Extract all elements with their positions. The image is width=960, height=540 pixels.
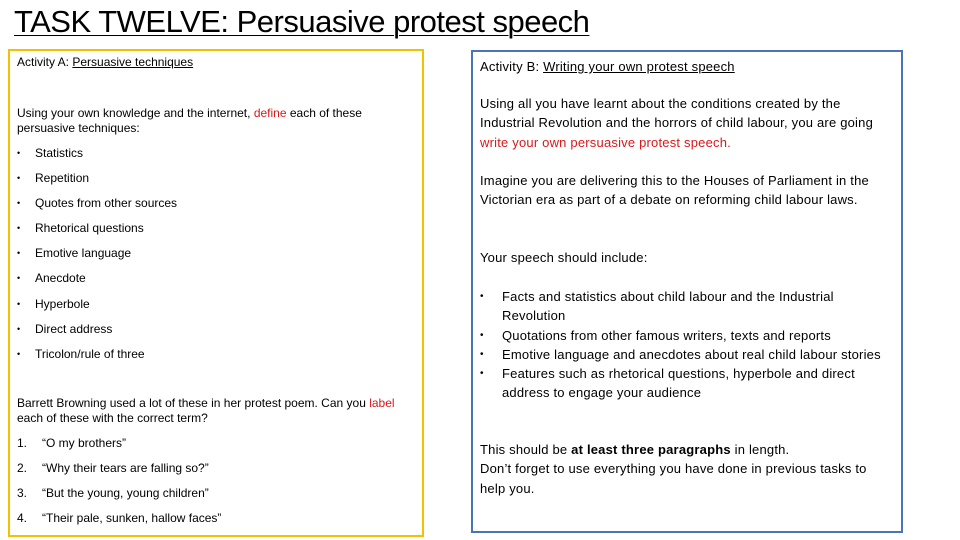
list-item	[17, 486, 221, 511]
bullet-icon: •	[480, 368, 484, 380]
list-item	[17, 347, 177, 372]
activity-a-heading	[17, 55, 193, 69]
intro-keyword-define: define	[253, 106, 287, 120]
quote-text: “Why their tears are falling so?”	[42, 461, 209, 475]
intro-text-start: Using your own knowledge and the internet,	[17, 106, 254, 120]
list-item	[17, 271, 177, 296]
quote-text: “Their pale, sunken, hallow faces”	[42, 511, 222, 525]
list-item	[17, 461, 221, 486]
bullet-icon: •	[17, 323, 21, 334]
quote-text: “O my brothers”	[42, 436, 127, 450]
list-item	[17, 221, 177, 246]
question-keyword-label: label	[369, 396, 395, 410]
length-text-start: This should be	[480, 442, 572, 457]
technique-label: Repetition	[35, 171, 90, 186]
list-item	[17, 436, 221, 461]
bullet-icon: •	[17, 223, 21, 234]
activity-b-heading-prefix: Activity B:	[480, 59, 544, 74]
activity-a-panel	[8, 49, 424, 537]
labelling-question	[17, 396, 412, 425]
paragraph-text: Using all you have learnt about the conditions created by the Industrial Revolution and the horrors of child labour, you are going	[480, 96, 873, 131]
intro-text-end: each of these persuasive techniques:	[17, 106, 362, 135]
activity-a-instructions	[17, 106, 412, 135]
page-title: TASK TWELVE: Persuasive protest speech	[14, 4, 590, 39]
activity-a-heading-prefix: Activity A:	[17, 55, 73, 69]
reminder-text: Don’t forget to use everything you have done in previous tasks to help you.	[480, 461, 867, 496]
length-paragraph	[480, 440, 894, 498]
context-paragraph: Imagine you are delivering this to the Houses of Parliament in the Victorian era as part of a debate on reforming child labour laws.	[480, 173, 869, 208]
quote-number: 4.	[17, 511, 28, 525]
technique-label: Anecdote	[35, 271, 86, 286]
technique-label: Hyperbole	[35, 296, 90, 311]
question-text-start: Barrett Browning used a lot of these in her protest poem. Can you	[17, 396, 370, 410]
list-item	[17, 246, 177, 271]
techniques-list	[17, 146, 177, 372]
include-item-text: Features such as rhetorical questions, hyperbole and direct address to engage your audience	[502, 366, 855, 401]
quotes-list	[17, 436, 221, 536]
activity-b-heading-title: Writing your own protest speech	[543, 59, 735, 74]
task-keyword: write your own persuasive protest speech.	[480, 134, 731, 150]
list-item	[480, 326, 894, 345]
list-item	[17, 511, 221, 536]
technique-label: Statistics	[35, 146, 84, 160]
list-item	[17, 322, 177, 347]
quote-number: 1.	[17, 436, 28, 450]
list-item	[17, 297, 177, 322]
activity-b-heading	[480, 57, 735, 76]
question-text-end: each of these with the correct term?	[17, 410, 208, 425]
bullet-icon: •	[17, 298, 21, 309]
task-paragraph	[480, 94, 894, 152]
bullet-icon: •	[17, 348, 21, 359]
bullet-icon: •	[17, 248, 21, 259]
list-item	[17, 171, 177, 196]
activity-a-heading-title: Persuasive techniques	[72, 55, 194, 69]
include-item-text: Emotive language and anecdotes about real child labour stories	[502, 346, 881, 362]
technique-label: Direct address	[35, 321, 113, 336]
bullet-icon: •	[17, 148, 21, 158]
include-item-text: Quotations from other famous writers, texts and reports	[502, 327, 831, 343]
list-item	[17, 146, 177, 171]
technique-label: Rhetorical questions	[35, 221, 144, 236]
bullet-icon: •	[480, 329, 484, 341]
include-item-text: Facts and statistics about child labour and the Industrial Revolution	[502, 289, 834, 324]
quote-number: 2.	[17, 461, 28, 475]
technique-label: Tricolon/rule of three	[35, 346, 145, 361]
quote-number: 3.	[17, 486, 28, 500]
bullet-icon: •	[17, 173, 21, 184]
include-heading: Your speech should include:	[480, 250, 648, 265]
list-item	[17, 196, 177, 221]
list-item	[480, 345, 894, 364]
quote-text: “But the young, young children”	[42, 486, 209, 500]
activity-b-panel	[471, 50, 903, 533]
length-text-end: in length.	[730, 442, 790, 457]
list-item	[480, 364, 894, 403]
technique-label: Quotes from other sources	[35, 196, 178, 211]
length-emphasis: at least three paragraphs	[571, 442, 731, 457]
bullet-icon: •	[480, 348, 484, 360]
bullet-icon: •	[17, 198, 21, 209]
bullet-icon: •	[17, 273, 21, 284]
technique-label: Emotive language	[35, 246, 132, 261]
include-list	[480, 287, 894, 403]
list-item	[480, 287, 894, 326]
bullet-icon: •	[480, 291, 484, 302]
